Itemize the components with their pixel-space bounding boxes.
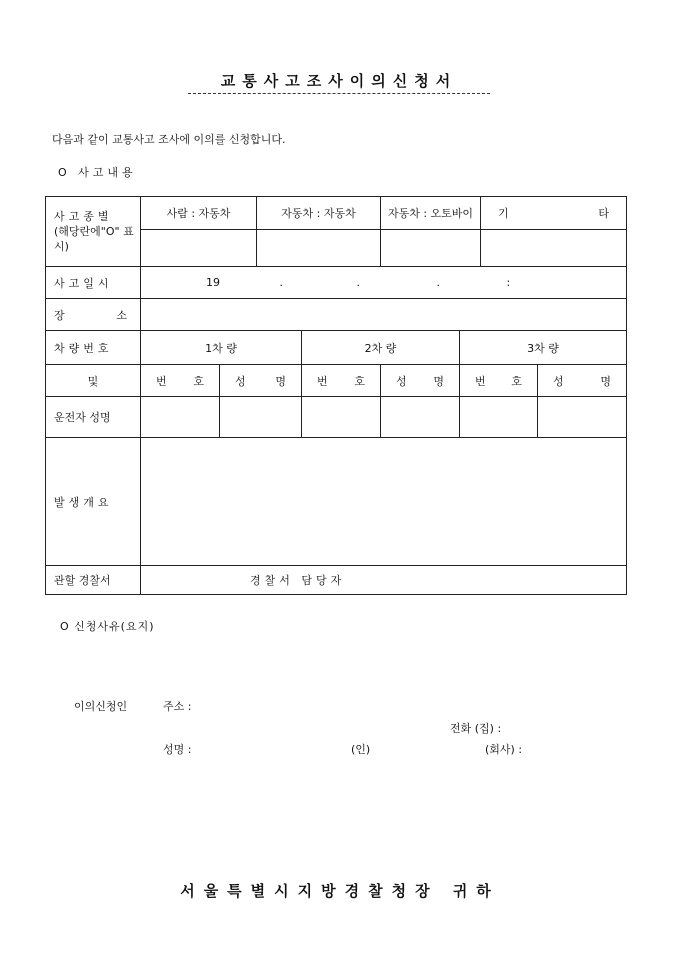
intro-text: 다음과 같이 교통사고 조사에 이의를 신청합니다. (52, 133, 286, 146)
vehicle-1-name-field[interactable] (220, 397, 302, 438)
name-label-a: 성 (235, 374, 246, 388)
applicant-seal-mark: (인) (351, 743, 371, 756)
officer-label: 경찰서 담당자 (250, 574, 346, 587)
name-label-b: 명 (600, 374, 611, 388)
type-mark-car-motorbike[interactable] (381, 230, 481, 267)
name-label-b: 명 (275, 374, 286, 388)
vehicle-label-1: 차량번호 (46, 331, 141, 365)
vehicle-1-header: 1차 량 (141, 331, 302, 365)
vehicle-3-number-header (460, 365, 538, 397)
accident-type-note: (해당란에"O" 표시) (54, 225, 134, 253)
date-sep-1: . (279, 276, 283, 289)
applicant-phone-home-label: 전화 (집) : (450, 722, 502, 735)
applicant-label: 이의신청인 (74, 700, 128, 713)
police-field[interactable] (141, 566, 627, 595)
vehicle-3-number-field[interactable] (460, 397, 538, 438)
vehicle-2-number-header (302, 365, 381, 397)
applicant-name-label: 성명 : (163, 743, 192, 756)
place-label-cell (46, 299, 141, 331)
number-label-b: 호 (511, 374, 522, 388)
date-year-prefix: 19 (206, 276, 220, 289)
name-label-a: 성 (553, 374, 564, 388)
type-mark-person-car[interactable] (141, 230, 257, 267)
accident-date-field[interactable] (141, 267, 627, 299)
number-label-a: 번 (475, 374, 486, 388)
vehicle-3-name-header (538, 365, 627, 397)
police-label: 관할 경찰서 (46, 566, 141, 595)
section-accident-heading: O 사고내용 (58, 166, 137, 179)
vehicle-3-name-field[interactable] (538, 397, 627, 438)
name-label-b: 명 (433, 374, 444, 388)
date-sep-2: . (356, 276, 360, 289)
name-label-a: 성 (396, 374, 407, 388)
accident-date-label: 사고일시 (46, 267, 141, 299)
vehicle-2-header: 2차 량 (302, 331, 460, 365)
vehicle-2-name-field[interactable] (381, 397, 460, 438)
vehicle-1-number-header (141, 365, 220, 397)
vehicle-1-number-field[interactable] (141, 397, 220, 438)
type-mark-car-car[interactable] (257, 230, 381, 267)
number-label-b: 호 (354, 374, 365, 388)
place-label-a: 장 (54, 308, 65, 322)
applicant-address-label: 주소 : (163, 700, 192, 713)
type-option-other (481, 197, 627, 230)
form-title: 교통사고조사이의신청서 (188, 70, 490, 94)
type-option-other-b: 타 (598, 207, 609, 220)
vehicle-label-2: 및 (46, 365, 141, 397)
accident-table (45, 196, 627, 595)
vehicle-3-header: 3차 량 (460, 331, 627, 365)
section-reason-heading: O 신청사유(요지) (60, 620, 155, 633)
accident-type-label: 사고종별 (54, 210, 113, 223)
place-field[interactable] (141, 299, 627, 331)
applicant-phone-company-label: (회사) : (485, 743, 523, 756)
vehicle-2-number-field[interactable] (302, 397, 381, 438)
overview-label: 발생개요 (46, 438, 141, 566)
number-label-a: 번 (156, 374, 167, 388)
number-label-b: 호 (193, 374, 204, 388)
accident-type-label-cell (46, 197, 141, 267)
type-option-other-a: 기 (498, 207, 509, 220)
vehicle-2-name-header (381, 365, 460, 397)
date-sep-4: : (506, 276, 511, 289)
vehicle-label-3: 운전자 성명 (46, 397, 141, 438)
place-label-b: 소 (116, 308, 127, 322)
number-label-a: 번 (317, 374, 328, 388)
type-option-car-car: 자동차 : 자동차 (257, 197, 381, 230)
overview-field[interactable] (141, 438, 627, 566)
date-sep-3: . (436, 276, 440, 289)
type-option-car-motorbike: 자동차 : 오토바이 (381, 197, 481, 230)
type-mark-other[interactable] (481, 230, 627, 267)
vehicle-1-name-header (220, 365, 302, 397)
type-option-person-car: 사람 : 자동차 (141, 197, 257, 230)
recipient-line: 서울특별시지방경찰청장 귀하 (180, 882, 500, 900)
